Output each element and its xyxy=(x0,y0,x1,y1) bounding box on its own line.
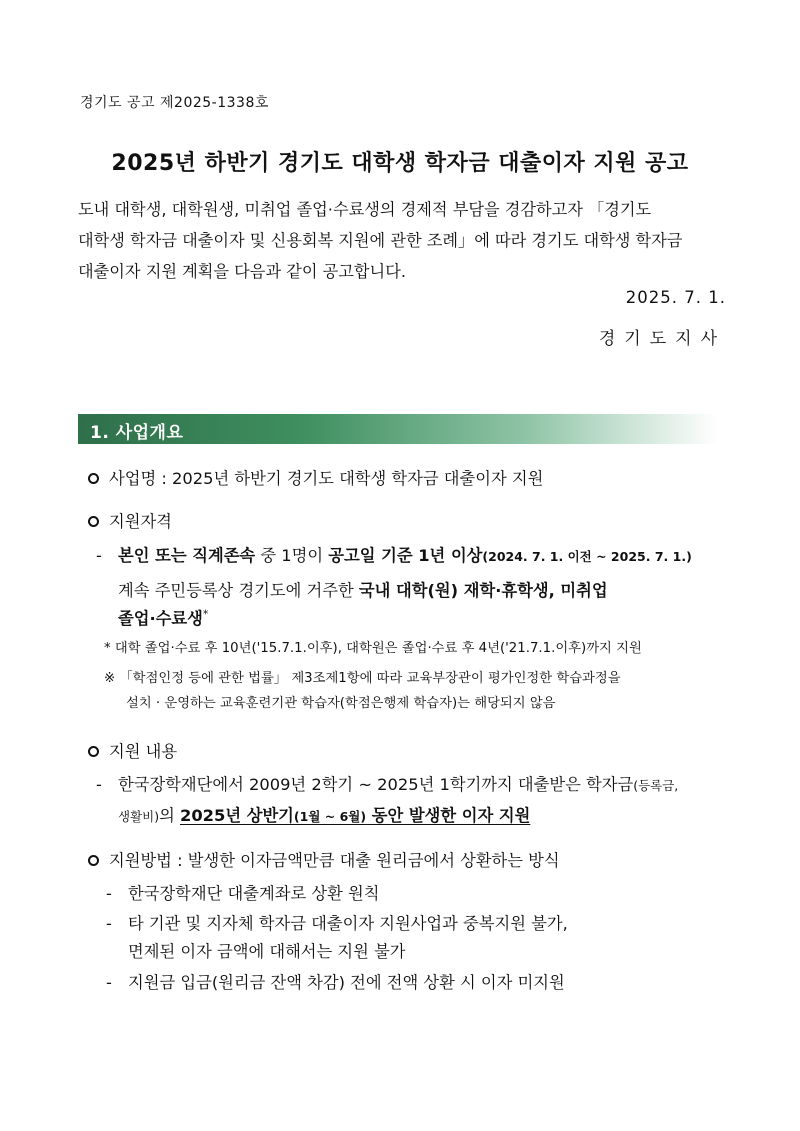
eligibility-heading: 지원자격 xyxy=(109,512,172,531)
support-heading: 지원 내용 xyxy=(109,742,178,761)
signer: 경기도지사 xyxy=(598,329,726,349)
eligibility-note-ref-1: ※ 「학점인정 등에 관한 법률」 제3조제1항에 따라 교육부장관이 평가인정한 학습과정을 xyxy=(104,671,621,686)
project-name-item xyxy=(88,465,543,489)
intro-line: 대학생 학자금 대출이자 및 신용회복 지원에 관한 조례」에 따라 경기도 대학생 학자금 xyxy=(78,231,683,250)
eligibility-line-3: 졸업·수료생* xyxy=(118,607,209,628)
notice-number: 경기도 공고 제2025-1338호 xyxy=(80,95,269,111)
section-title: 1. 사업개요 xyxy=(90,423,184,443)
intro-line: 도내 대학생, 대학원생, 미취업 졸업·수료생의 경제적 부담을 경감하고자 「경기도 xyxy=(78,200,652,219)
circle-bullet-icon xyxy=(88,516,99,527)
eligibility-line-2: 계속 주민등록상 경기도에 거주한 국내 대학(원) 재학·휴학생, 미취업 xyxy=(118,581,608,600)
support-heading-item xyxy=(88,738,177,762)
support-period: 2025년 상반기(1월 ~ 6월) 동안 발생한 이자 지원 xyxy=(180,806,531,825)
circle-bullet-icon xyxy=(88,746,99,757)
eligibility-bold-a: 본인 또는 직계존속 xyxy=(118,546,256,565)
support-line-2: 생활비)의 2025년 상반기(1월 ~ 6월) 동안 발생한 이자 지원 xyxy=(118,806,531,825)
method-item-continued: 면제된 이자 금액에 대해서는 지원 불가 xyxy=(128,942,406,961)
document-title: 2025년 하반기 경기도 대학생 학자금 대출이자 지원 공고 xyxy=(111,151,689,176)
method-item: - 타 기관 및 지자체 학자금 대출이자 지원사업과 중복지원 불가, xyxy=(106,914,568,933)
support-line-1: - 한국장학재단에서 2009년 2학기 ~ 2025년 1학기까지 대출받은 학자금(등록금, xyxy=(96,775,679,794)
circle-bullet-icon xyxy=(88,855,99,866)
eligibility-heading-item xyxy=(88,508,172,532)
notice-date: 2025. 7. 1. xyxy=(625,288,726,307)
method-item: - 지원금 입금(원리금 잔액 차감) 전에 전액 상환 시 이자 미지원 xyxy=(106,973,565,992)
method-heading-item xyxy=(88,847,560,871)
project-name-text: 사업명 : 2025년 하반기 경기도 대학생 학자금 대출이자 지원 xyxy=(109,469,544,488)
method-item: - 한국장학재단 대출계좌로 상환 원칙 xyxy=(106,884,380,903)
intro-paragraph xyxy=(78,194,728,287)
eligibility-note-ref-2: 설치 · 운영하는 교육훈련기관 학습자(학점은행제 학습자)는 해당되지 않음 xyxy=(126,696,556,711)
intro-line: 대출이자 지원 계획을 다음과 같이 공고합니다. xyxy=(78,262,406,281)
circle-bullet-icon xyxy=(88,473,99,484)
eligibility-bold-b: 공고일 기준 1년 이상 xyxy=(328,546,483,565)
eligibility-line-1: - 본인 또는 직계존속 중 1명이 공고일 기준 1년 이상(2024. 7. 1. 이전 ~ 2025. 7. 1.) xyxy=(96,546,692,565)
section-header-bar xyxy=(78,414,718,444)
eligibility-note-star: * 대학 졸업·수료 후 10년('15.7.1.이후), 대학원은 졸업·수료 후 4년('21.7.1.이후)까지 지원 xyxy=(104,641,642,656)
method-heading: 지원방법 : 발생한 이자금액만큼 대출 원리금에서 상환하는 방식 xyxy=(109,851,560,870)
